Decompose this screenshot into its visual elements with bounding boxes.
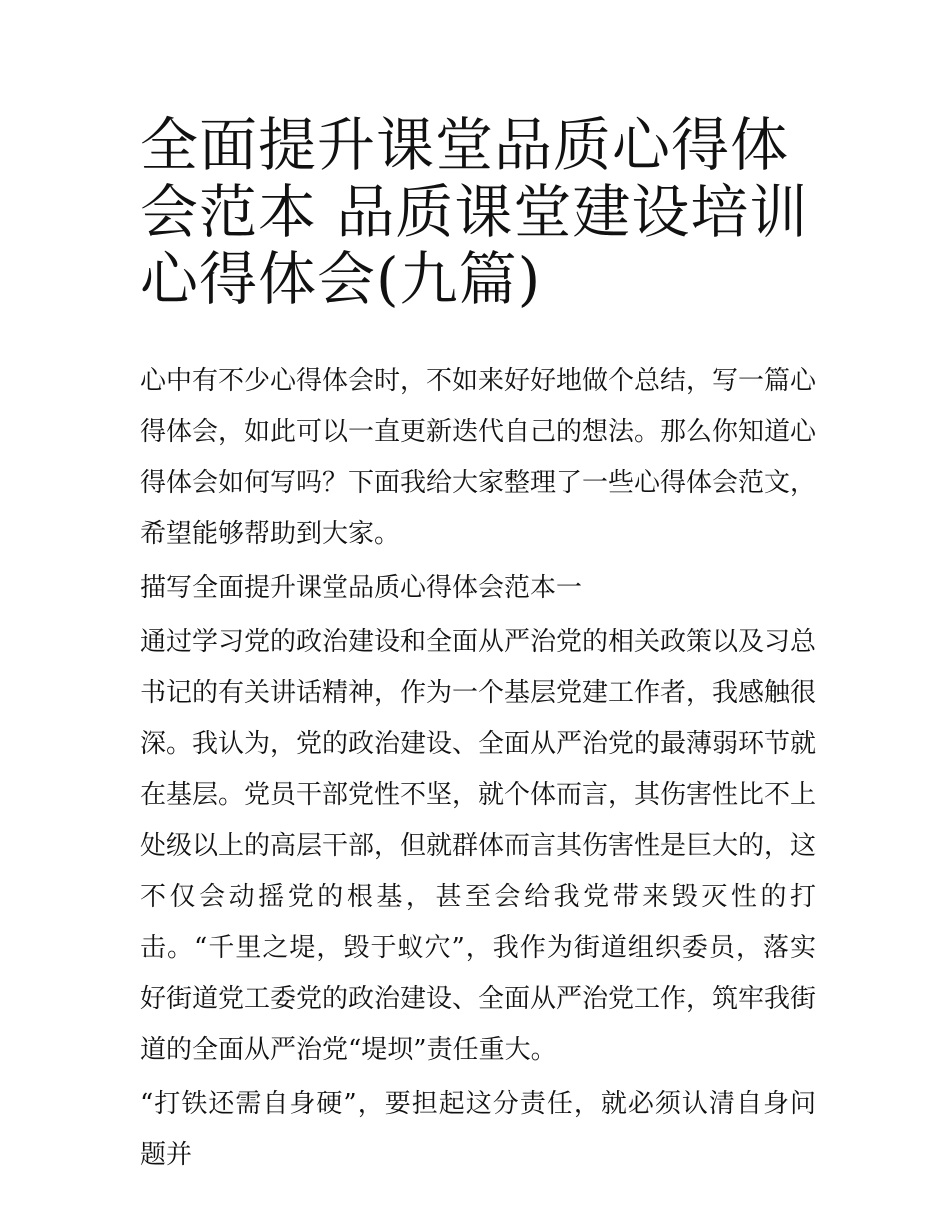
intro-paragraph: 心中有不少心得体会时，不如来好好地做个总结，写一篇心得体会，如此可以一直更新迭代自己的想法。那么你知道心得体会如何写吗？下面我给大家整理了一些心得体会范文，希望能够帮助到大家。 [140,366,817,549]
section-heading: 描写全面提升课堂品质心得体会范本一 [140,573,583,603]
body-paragraph: “打铁还需自身硬”，要担起这分责任，就必须认清自身问题并 [140,1089,816,1170]
document-body [140,356,816,1181]
body-paragraph: 通过学习党的政治建设和全面从严治党的相关政策以及习总书记的有关讲话精神，作为一个基层党建工作者，我感触很深。我认为，党的政治建设、全面从严治党的最薄弱环节就在基层。党员干部党性不坚，就个体而言，其伤害性比不上处级以上的高层干部，但就群体而言其伤害性是巨大的，这不仅会动摇党的根基，甚至会给我党带来毁灭性的打击。“千里之堤，毁于蚁穴”，我作为街道组织委员，落实好街道党工委党的政治建设、全面从严治党工作，筑牢我街道的全面从严治党“堤坝”责任重大。 [140,627,817,1065]
document-title: 全面提升课堂品质心得体会范本 品质课堂建设培训心得体会(九篇) [140,111,809,313]
